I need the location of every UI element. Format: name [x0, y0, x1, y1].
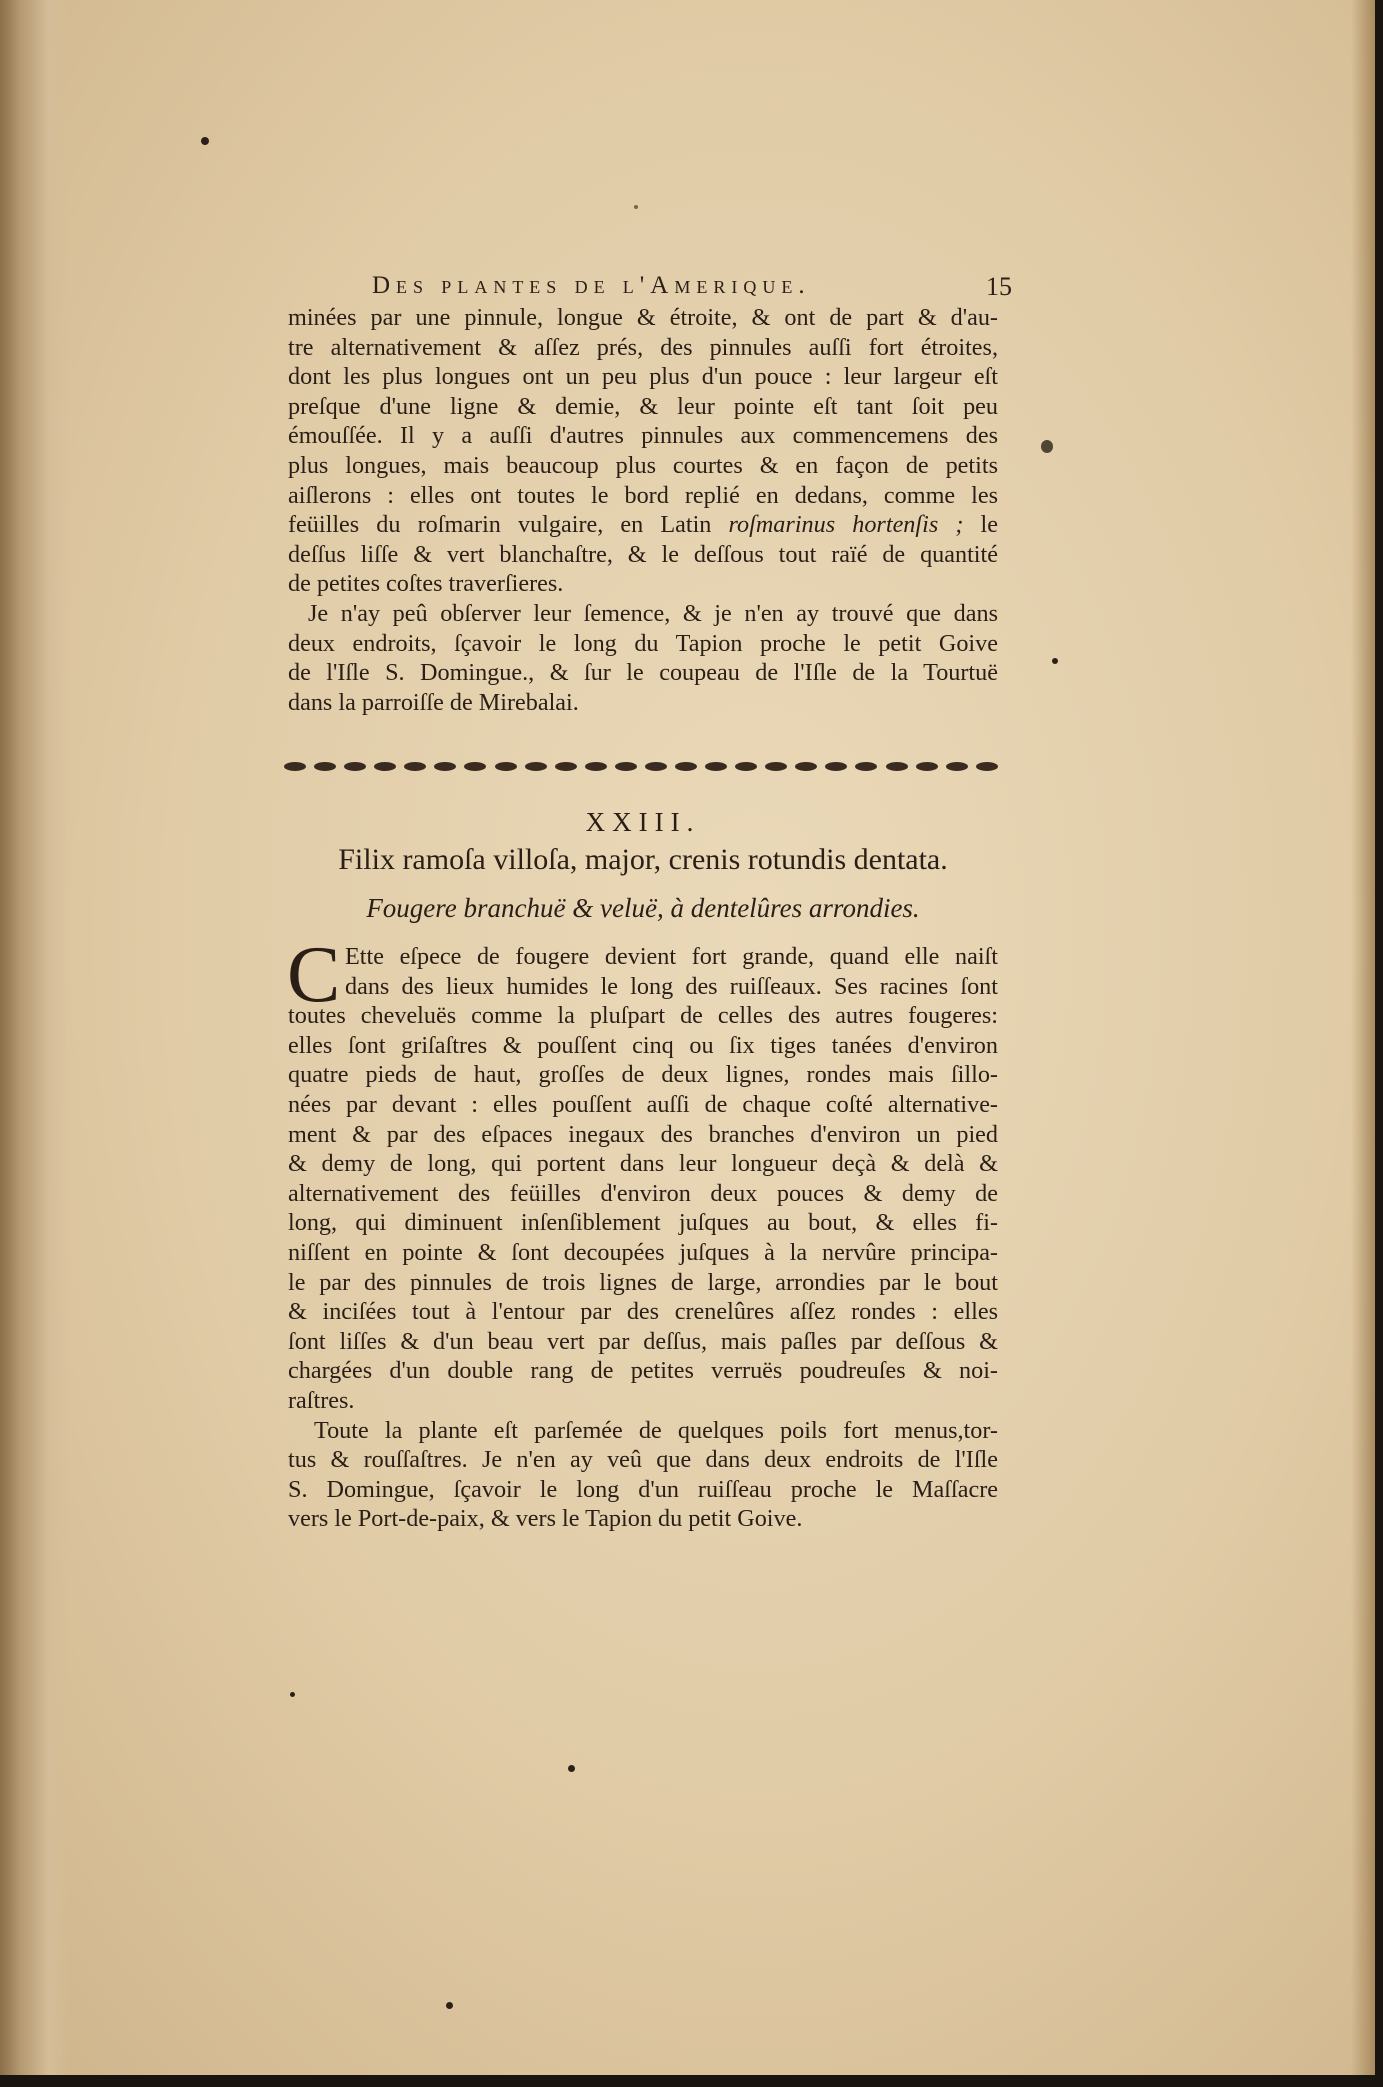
text-line: toutes cheveluës comme la pluſpart de celles des autres fougeres:: [288, 1002, 998, 1030]
text-line: dont les plus longues ont un peu plus d'un pouce : leur largeur eſt: [288, 363, 998, 391]
text-line-with-latin: [288, 510, 998, 540]
page-edge: [1351, 0, 1375, 2075]
text-line: dans des lieux humides le long des ruiſſeaux. Ses racines ſont: [345, 972, 998, 1000]
text-line: deſſus liſſe & vert blanchaſtre, & le deſſous tout raïé de quantité: [288, 540, 998, 568]
text-line: de petites coſtes traverſieres.: [288, 570, 564, 598]
section1-paragraph-1: [288, 303, 998, 599]
running-head-title: Des plantes de l'Amerique.: [372, 272, 811, 299]
section1-text: [288, 303, 998, 717]
section1-paragraph-2: [288, 599, 998, 717]
text-line: & inciſées tout à l'entour par des crenelûres aſſez rondes : elles: [288, 1298, 998, 1326]
page-gutter: [0, 0, 70, 2075]
running-head: [372, 272, 1012, 300]
text-line-end: le: [963, 511, 998, 539]
text-line: nées par devant : elles pouſſent auſſi de chaque coſté alternative-: [288, 1090, 998, 1118]
paper-spot: [446, 2002, 453, 2009]
text-line: niſſent en pointe & ſont decoupées juſques à la nervûre principa-: [288, 1238, 998, 1266]
text-line: long, qui diminuent inſenſiblement juſques au bout, & elles fi-: [288, 1209, 998, 1237]
text-line: vers le Port-de-paix, & vers le Tapion du petit Goive.: [288, 1505, 803, 1533]
text-line: chargées d'un double rang de petites verruës poudreuſes & noi-: [288, 1357, 998, 1385]
section-number: XXIII.: [585, 807, 701, 837]
text-line: S. Domingue, ſçavoir le long d'un ruiſſeau proche le Maſſacre: [288, 1475, 998, 1503]
latin-term: roſmarinus hortenſis ;: [728, 511, 964, 539]
text-line: deux endroits, ſçavoir le long du Tapion proche le petit Goive: [288, 629, 998, 657]
paper-spot: [634, 205, 638, 209]
text-line: & demy de long, qui portent dans leur longueur deçà & delà &: [288, 1150, 998, 1178]
text-line: émouſſée. Il y a auſſi d'autres pinnules aux commencemens des: [288, 422, 998, 450]
text-line-start: feüilles du roſmarin vulgaire, en Latin: [288, 511, 729, 539]
text-line: de l'Iſle S. Domingue., & ſur le coupeau de l'Iſle de la Tourtuë: [288, 659, 998, 687]
text-line: tus & rouſſaſtres. Je n'en ay veû que dans deux endroits de l'Iſle: [288, 1446, 998, 1474]
section2-paragraph-2: [288, 1416, 998, 1534]
text-line: ſont liſſes & d'un beau vert par deſſus, mais paſles par deſſous &: [288, 1327, 998, 1355]
paper-spot: [568, 1765, 575, 1772]
text-line: Ette eſpece de fougere devient fort grande, quand elle naiſt: [345, 943, 998, 970]
paper-spot: [290, 1692, 295, 1697]
text-line: aiſlerons : elles ont toutes le bord replié en dedans, comme les: [288, 481, 998, 509]
french-title: Fougere branchuë & veluë, à dentelûres arrondies.: [366, 893, 920, 923]
text-line: alternativement des feüilles d'environ deux pouces & demy de: [288, 1179, 998, 1207]
text-line: Toute la plante eſt parſemée de quelques poils fort menus,tor-: [314, 1416, 998, 1444]
paper-spot: [1041, 440, 1053, 453]
text-line: Je n'ay peû obſerver leur ſemence, & je n'en ay trouvé que dans: [308, 599, 998, 627]
text-line: minées par une pinnule, longue & étroite, & ont de part & d'au-: [288, 304, 998, 331]
drop-cap: C: [287, 931, 341, 1019]
text-line: le par des pinnules de trois lignes de large, arrondies par le bout: [288, 1268, 998, 1296]
text-line: ment & par des eſpaces inegaux des branches d'environ un pied: [288, 1120, 998, 1148]
text-line: raſtres.: [288, 1386, 355, 1414]
paper-spot: [1052, 658, 1058, 664]
text-line: elles ſont griſaſtres & pouſſent cinq ou ſix tiges tanées d'environ: [288, 1031, 998, 1059]
section2-paragraph-1: [288, 942, 998, 1416]
text-line: plus longues, mais beaucoup plus courtes & en façon de petits: [288, 451, 998, 479]
paper-spot: [201, 137, 209, 145]
latin-title: Filix ramoſa villoſa, major, crenis rotundis dentata.: [338, 843, 948, 876]
text-line: preſque d'une ligne & demie, & leur pointe eſt tant ſoit peu: [288, 392, 998, 420]
page-number: 15: [986, 272, 1012, 301]
text-line: tre alternativement & aſſez prés, des pinnules auſſi fort étroites,: [288, 333, 998, 361]
text-line: dans la parroiſſe de Mirebalai.: [288, 688, 579, 716]
text-line: quatre pieds de haut, groſſes de deux lignes, rondes mais ſillo-: [288, 1061, 998, 1089]
ornament-divider: [285, 756, 997, 776]
section2-text: [288, 942, 998, 1534]
